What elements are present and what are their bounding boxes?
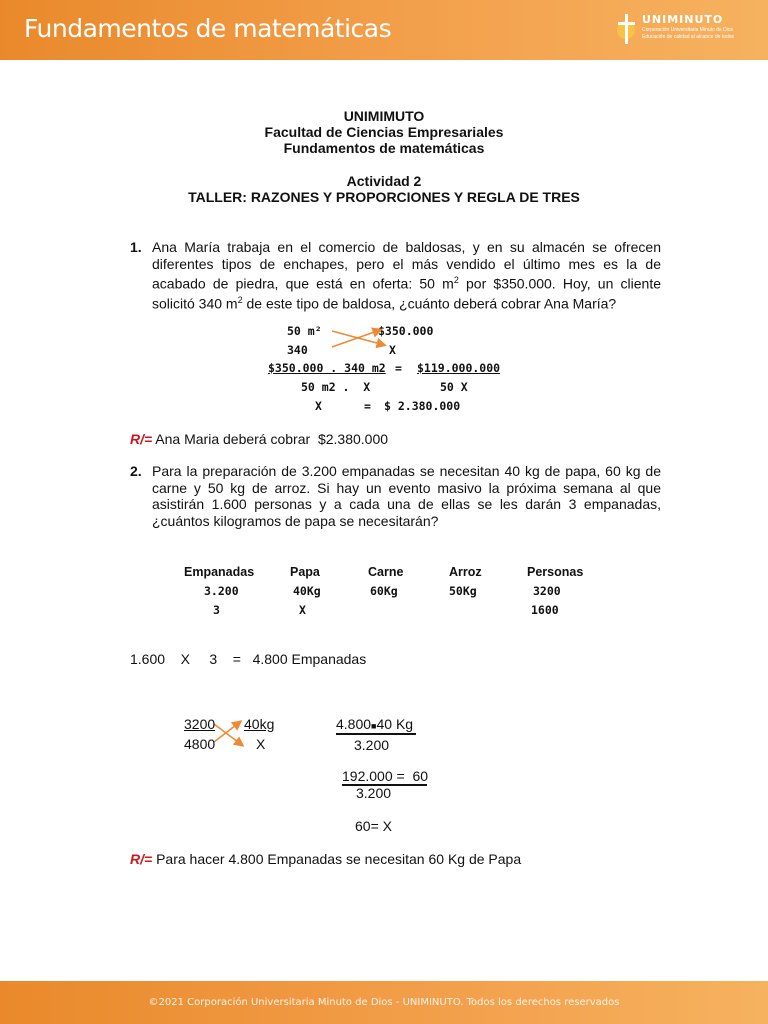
q1-text-part-b: por $350.000. Hoy, un cliente solicitó 340 m — [152, 275, 661, 312]
q1-work-e1: X — [315, 399, 322, 413]
answer-text: Para hacer 4.800 Empanadas se necesitan 60 Kg de Papa — [152, 851, 522, 867]
logo-subtitle: Corporación Universitaria Minuto de Dios — [642, 27, 734, 33]
q2-arrow-up — [214, 722, 240, 742]
table-cell: 60Kg — [370, 584, 398, 598]
table-header-carne: Carne — [368, 565, 404, 579]
q1-work-e-eq: = — [364, 399, 371, 413]
fraction-1-numerator — [336, 716, 413, 732]
question-1-number: 1. — [130, 239, 142, 255]
cross-a2: 40kg — [244, 716, 275, 732]
answer-text: Ana Maria deberá cobrar $2.380.000 — [152, 431, 389, 447]
course-name: Fundamentos de matemáticas — [283, 140, 485, 156]
q1-text-part-a: Ana María trabaja en el comercio de baldosas, y en su almacén se ofrecen diferentes tipos de enchapes, pero el más vendido el último mes es la de acabado de piedra, que está en oferta: 50 m — [152, 239, 661, 292]
q2-result: 60= X — [355, 818, 392, 834]
q1-work-c2: $119.000.000 — [417, 361, 501, 375]
table-cell: 3200 — [533, 584, 561, 598]
q1-work-e2: $ 2.380.000 — [384, 399, 461, 413]
q1-superscript-1: 2 — [453, 275, 459, 285]
frac1-num-b: 40 Kg — [376, 716, 414, 732]
q1-work-d1: 50 m2 . X — [301, 380, 371, 394]
table-cell: X — [299, 603, 306, 617]
table-cell: 40Kg — [293, 584, 321, 598]
table-cell: 50Kg — [449, 584, 477, 598]
fraction-2-numerator: 192.000 = 60 — [342, 768, 429, 784]
q1-work-a1: 50 m² — [287, 324, 322, 338]
fraction-2-denominator: 3.200 — [356, 785, 392, 801]
header-title: Fundamentos de matemáticas — [24, 14, 392, 43]
fraction-1-denominator: 3.200 — [354, 737, 390, 753]
cross-b1: 4800 — [184, 736, 216, 752]
empanadas-calculation: 1.600 X 3 = 4.800 Empanadas — [130, 651, 367, 667]
answer-label: R/= — [130, 431, 153, 447]
table-header-personas: Personas — [527, 565, 584, 579]
table-header-papa: Papa — [290, 565, 320, 579]
table-header-empanadas: Empanadas — [184, 565, 255, 579]
multiplication-dot-icon: ■ — [371, 721, 377, 731]
question-2-answer — [130, 851, 521, 867]
question-2-text: Para la preparación de 3.200 empanadas se necesitan 40 kg de papa, 60 kg de carne y 50 kg de arroz. Si hay un evento masivo la próxima semana al que asistirán 1.600 personas y a cada una de ellas se les darán 3 empanadas, ¿cuántos kilogramos de papa se necesitarán? — [152, 463, 661, 529]
question-1-answer — [130, 431, 388, 447]
page-footer — [0, 981, 768, 1024]
cross-a1: 3200 — [184, 716, 216, 732]
q2-arrow-down — [214, 724, 242, 745]
table-cell: 1600 — [531, 603, 559, 617]
q1-work-b1: 340 — [287, 343, 308, 357]
institution-name: UNIMIMUTO — [343, 108, 425, 124]
q1-superscript-2: 2 — [237, 295, 243, 306]
q1-work-a2: $350.000 — [378, 324, 434, 338]
answer-label: R/= — [130, 851, 153, 867]
q1-work-c1: $350.000 . 340 m2 — [268, 361, 386, 375]
cross-b2: X — [256, 736, 266, 752]
fraction-1-bar — [336, 733, 416, 735]
question-2-number: 2. — [130, 463, 142, 479]
q1-text-part-c: de este tipo de baldosa, ¿cuánto deberá cobrar Ana María? — [242, 295, 617, 312]
frac1-num-a: 4.800 — [336, 716, 372, 732]
table-cell: 3 — [213, 603, 220, 617]
table-cell: 3.200 — [204, 584, 239, 598]
activity-title: Actividad 2 — [346, 173, 422, 189]
footer-copyright: ©2021 Corporación Universitaria Minuto de Dios - UNIMINUTO. Todos los derechos reservados — [148, 997, 620, 1008]
q1-work-d2: 50 X — [440, 380, 468, 394]
q1-work-b2: X — [389, 343, 396, 357]
logo-tagline: Educación de calidad al alcance de todos — [642, 34, 735, 40]
q1-work-c-eq: = — [395, 361, 402, 375]
table-header-arroz: Arroz — [449, 565, 482, 579]
logo-name: UNIMINUTO — [642, 13, 724, 26]
workshop-title: TALLER: RAZONES Y PROPORCIONES Y REGLA DE TRES — [188, 189, 580, 205]
faculty-name: Facultad de Ciencias Empresariales — [264, 124, 504, 140]
